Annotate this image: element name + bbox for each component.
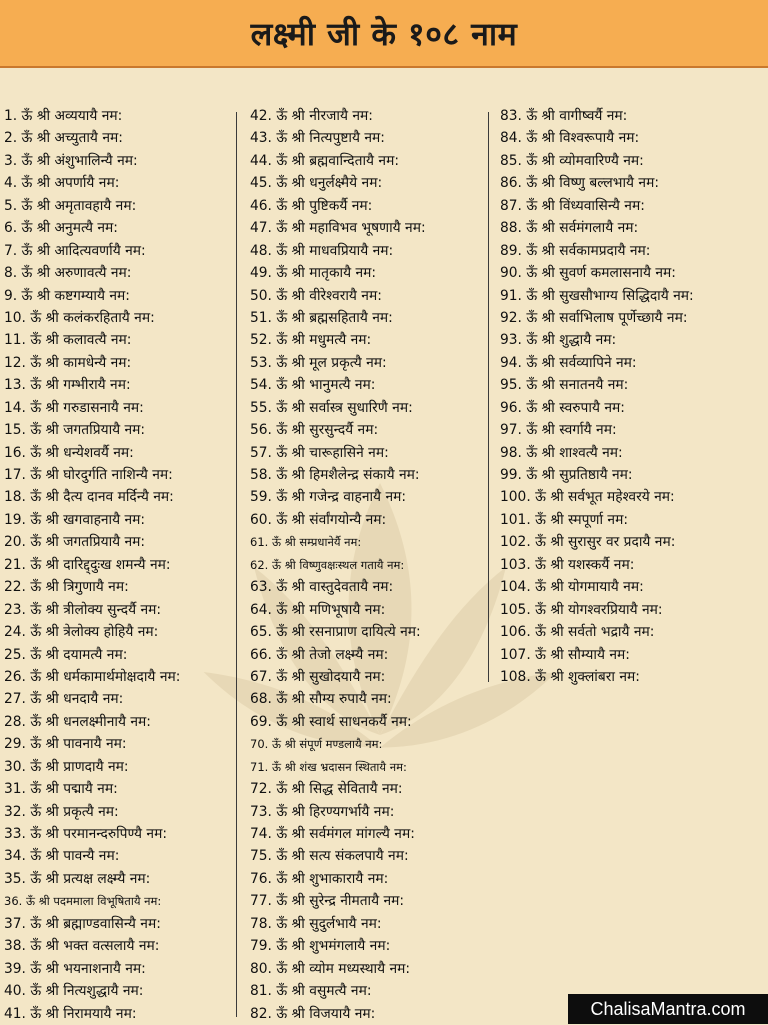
list-item: 62. ऊँ श्री विष्णुवक्षःस्थल गतायै नम: — [250, 557, 405, 572]
list-item: 101. ऊँ श्री स्मपूर्णा नम: — [500, 511, 628, 528]
list-item: 81. ऊँ श्री वसुमत्यै नम: — [250, 983, 372, 1000]
list-item: 48. ऊँ श्री माधवप्रियायै नम: — [250, 242, 394, 259]
list-item: 45. ऊँ श्री धनुर्लक्ष्मैये नम: — [250, 175, 383, 192]
name-list-column-2 — [250, 105, 495, 1025]
list-item: 6. ऊँ श्री अनुमत्यै नम: — [4, 220, 118, 237]
list-item: 20. ऊँ श्री जगतप्रियायै नम: — [4, 534, 146, 551]
list-item: 57. ऊँ श्री चारूहासिने नम: — [250, 444, 389, 461]
list-item: 83. ऊँ श्री वागीष्वर्यै नम: — [500, 108, 628, 124]
list-item: 98. ऊँ श्री शाश्वत्यै नम: — [500, 444, 623, 461]
list-item: 47. ऊँ श्री महाविभव भूषणायै नम: — [250, 220, 426, 237]
list-item: 13. ऊँ श्री गम्भीरायै नम: — [4, 377, 131, 394]
list-item: 9. ऊँ श्री कष्टगम्यायै नम: — [4, 287, 130, 304]
list-item: 50. ऊँ श्री वीरेश्वरायै नम: — [250, 287, 382, 304]
list-item: 11. ऊँ श्री कलावत्यै नम: — [4, 332, 132, 349]
list-item: 32. ऊँ श्री प्रकृत्यै नम: — [4, 803, 119, 820]
list-item: 10. ऊँ श्री कलंकरहितायै नम: — [4, 309, 155, 326]
list-item: 8. ऊँ श्री अरुणावत्यै नम: — [4, 265, 132, 282]
list-item: 105. ऊँ श्री योगश्वरप्रियायै नम: — [500, 601, 663, 618]
list-item: 16. ऊँ श्री धन्येशवर्यै नम: — [4, 444, 134, 461]
list-item: 87. ऊँ श्री विंध्यवासिन्यै नम: — [500, 197, 645, 214]
page-title: लक्ष्मी जी के १०८ नाम — [250, 14, 518, 53]
list-item: 14. ऊँ श्री गरुडासनायै नम: — [4, 399, 144, 416]
list-item: 104. ऊँ श्री योगमायायै नम: — [500, 579, 644, 596]
list-item: 103. ऊँ श्री यशस्कर्यै नम: — [500, 556, 635, 573]
name-list-column-3 — [500, 105, 765, 688]
list-item: 89. ऊँ श्री सर्वकामप्रदायै नम: — [500, 242, 651, 259]
list-item: 51. ऊँ श्री ब्रह्मसहितायै नम: — [250, 309, 393, 326]
list-item: 55. ऊँ श्री सर्वास्त्र सुधारिणै नम: — [250, 399, 413, 416]
list-item: 43. ऊँ श्री नित्यपुष्टायै नम: — [250, 130, 385, 147]
list-item: 80. ऊँ श्री व्योम मध्यस्थायै नम: — [250, 960, 411, 977]
list-item: 37. ऊँ श्री ब्रह्माण्डवासिन्यै नम: — [4, 915, 161, 932]
list-item: 93. ऊँ श्री शुद्धायै नम: — [500, 332, 617, 349]
list-item: 82. ऊँ श्री विजयायै नम: — [250, 1005, 376, 1022]
list-item: 52. ऊँ श्री मधुमत्यै नम: — [250, 332, 372, 349]
list-item: 29. ऊँ श्री पावनायै नम: — [4, 736, 127, 753]
list-item: 39. ऊँ श्री भयनाशनायै नम: — [4, 960, 146, 977]
list-item: 15. ऊँ श्री जगतप्रियायै नम: — [4, 422, 146, 439]
list-item: 95. ऊँ श्री सनातनयै नम: — [500, 377, 629, 394]
list-item: 59. ऊँ श्री गजेन्द्र वाहनायै नम: — [250, 489, 406, 506]
title-banner — [0, 0, 768, 68]
name-list-column-1 — [4, 105, 232, 1025]
list-item: 28. ऊँ श्री धनलक्ष्मीनायै नम: — [4, 713, 151, 730]
list-item: 42. ऊँ श्री नीरजायै नम: — [250, 108, 373, 124]
list-item: 70. ऊँ श्री संपूर्ण मण्डलायै नम: — [250, 737, 383, 752]
list-item: 107. ऊँ श्री सौम्यायै नम: — [500, 646, 630, 663]
list-item: 21. ऊँ श्री दारिद्द्दुःख शमन्यै नम: — [4, 556, 171, 573]
list-item: 75. ऊँ श्री सत्य संकलपायै नम: — [250, 848, 409, 865]
list-item: 4. ऊँ श्री अपर्णायै नम: — [4, 175, 120, 192]
list-item: 86. ऊँ श्री विष्णु बल्लभायै नम: — [500, 175, 659, 192]
list-item: 1. ऊँ श्री अव्ययायै नम: — [4, 108, 123, 124]
list-item: 102. ऊँ श्री सुरासुर वर प्रदायै नम: — [500, 534, 676, 551]
list-item: 31. ऊँ श्री पद्मायै नम: — [4, 781, 118, 798]
list-item: 33. ऊँ श्री परमानन्दरुपिण्यै नम: — [4, 826, 167, 842]
list-item: 91. ऊँ श्री सुखसौभाग्य सिद्धिदायै नम: — [500, 287, 694, 304]
list-item: 76. ऊँ श्री शुभाकारायै नम: — [250, 870, 389, 887]
list-item: 92. ऊँ श्री सर्वाभिलाष पूर्णेच्छायै नम: — [500, 309, 688, 326]
list-item: 41. ऊँ श्री निरामयायै नम: — [4, 1005, 137, 1022]
list-item: 94. ऊँ श्री सर्वव्यापिने नम: — [500, 354, 637, 371]
list-item: 34. ऊँ श्री पावन्यै नम: — [4, 848, 120, 865]
list-item: 53. ऊँ श्री मूल प्रकृत्यै नम: — [250, 354, 387, 371]
list-item: 35. ऊँ श्री प्रत्यक्ष लक्ष्म्यै नम: — [4, 870, 151, 887]
list-item: 99. ऊँ श्री सुप्रतिष्ठायै नम: — [500, 467, 633, 483]
list-item: 65. ऊँ श्री रसनाप्राण दायित्ये नम: — [250, 624, 421, 641]
list-item: 60. ऊँ श्री संर्वांगयोन्यै नम: — [250, 511, 387, 528]
list-item: 106. ऊँ श्री सर्वतो भद्रायै नम: — [500, 624, 655, 641]
list-item: 97. ऊँ श्री स्वर्गायै नम: — [500, 422, 617, 439]
list-item: 17. ऊँ श्री घोरदुर्गति नाशिन्यै नम: — [4, 467, 173, 483]
list-item: 79. ऊँ श्री शुभमंगलायै नम: — [250, 938, 391, 955]
list-item: 19. ऊँ श्री खगवाहनायै नम: — [4, 511, 146, 528]
list-item: 100. ऊँ श्री सर्वभूत महेश्वरये नम: — [500, 489, 675, 506]
list-item: 40. ऊँ श्री नित्यशुद्धायै नम: — [4, 983, 144, 1000]
list-item: 74. ऊँ श्री सर्वमंगल मांगल्यै नम: — [250, 826, 415, 842]
list-item: 46. ऊँ श्री पुष्टिकर्यै नम: — [250, 197, 373, 214]
list-item: 96. ऊँ श्री स्वरुपायै नम: — [500, 399, 625, 416]
list-item: 58. ऊँ श्री हिमशैलेन्द्र संकायै नम: — [250, 467, 420, 483]
list-item: 3. ऊँ श्री अंशुभालिन्यै नम: — [4, 152, 138, 169]
list-item: 84. ऊँ श्री विश्वरूपायै नम: — [500, 130, 640, 147]
list-item: 61. ऊँ श्री सम्प्रधानेर्यै नम: — [250, 535, 362, 550]
list-item: 26. ऊँ श्री धर्मकामार्थमोक्षदायै नम: — [4, 668, 181, 685]
list-item: 18. ऊँ श्री दैत्य दानव मर्दिन्यै नम: — [4, 489, 174, 506]
list-item: 64. ऊँ श्री मणिभूषायै नम: — [250, 601, 386, 618]
list-item: 108. ऊँ श्री शुक्लांबरा नम: — [500, 668, 640, 685]
list-item: 90. ऊँ श्री सुवर्ण कमलासनायै नम: — [500, 265, 676, 282]
list-item: 24. ऊँ श्री त्रेलोक्य होहियै नम: — [4, 624, 159, 641]
list-item: 12. ऊँ श्री कामधेन्यै नम: — [4, 354, 132, 371]
list-item: 56. ऊँ श्री सुरसुन्दर्यै नम: — [250, 422, 379, 439]
list-item: 38. ऊँ श्री भक्त वत्सलायै नम: — [4, 938, 160, 955]
list-item: 77. ऊँ श्री सुरेन्द्र नीमतायै नम: — [250, 893, 405, 910]
list-item: 22. ऊँ श्री त्रिगुणायै नम: — [4, 579, 129, 596]
list-item: 71. ऊँ श्री शंख भ्रदासन स्थितायै नम: — [250, 759, 407, 774]
list-item: 49. ऊँ श्री मातृकायै नम: — [250, 265, 377, 282]
list-item: 67. ऊँ श्री सुखोदयायै नम: — [250, 668, 386, 685]
list-item: 85. ऊँ श्री व्योमवारिण्यै नम: — [500, 152, 644, 169]
column-divider-1 — [236, 112, 237, 1017]
list-item: 44. ऊँ श्री ब्रह्मवान्दितायै नम: — [250, 152, 399, 169]
list-item: 72. ऊँ श्री सिद्ध सेवितायै नम: — [250, 781, 403, 798]
list-item: 78. ऊँ श्री सुदुर्लभायै नम: — [250, 915, 382, 932]
list-item: 66. ऊँ श्री तेजो लक्ष्म्यै नम: — [250, 646, 389, 663]
list-item: 63. ऊँ श्री वास्तुदेवतायै नम: — [250, 579, 394, 596]
list-item: 68. ऊँ श्री सौम्य रुपायै नम: — [250, 691, 392, 708]
list-item: 25. ऊँ श्री दयामत्यै नम: — [4, 646, 128, 663]
list-item: 7. ऊँ श्री आदित्यवर्णायै नम: — [4, 242, 146, 259]
list-item: 54. ऊँ श्री भानुमत्यै नम: — [250, 377, 376, 394]
list-item: 23. ऊँ श्री त्रीलोक्य सुन्दर्यै नम: — [4, 601, 162, 618]
list-item: 73. ऊँ श्री हिरण्यगर्भायै नम: — [250, 803, 395, 820]
list-item: 27. ऊँ श्री धनदायै नम: — [4, 691, 124, 708]
list-item: 36. ऊँ श्री पदममाला विभूषितायै नम: — [4, 894, 162, 909]
list-item: 88. ऊँ श्री सर्वमंगलायै नम: — [500, 220, 639, 237]
site-brand-label: ChalisaMantra.com — [568, 994, 768, 1024]
list-item: 69. ऊँ श्री स्वार्थ साधनकर्यै नम: — [250, 713, 412, 730]
list-item: 5. ऊँ श्री अमृतावहायै नम: — [4, 197, 137, 214]
list-item: 2. ऊँ श्री अच्युतायै नम: — [4, 130, 123, 147]
list-item: 30. ऊँ श्री प्राणदायै नम: — [4, 758, 129, 775]
